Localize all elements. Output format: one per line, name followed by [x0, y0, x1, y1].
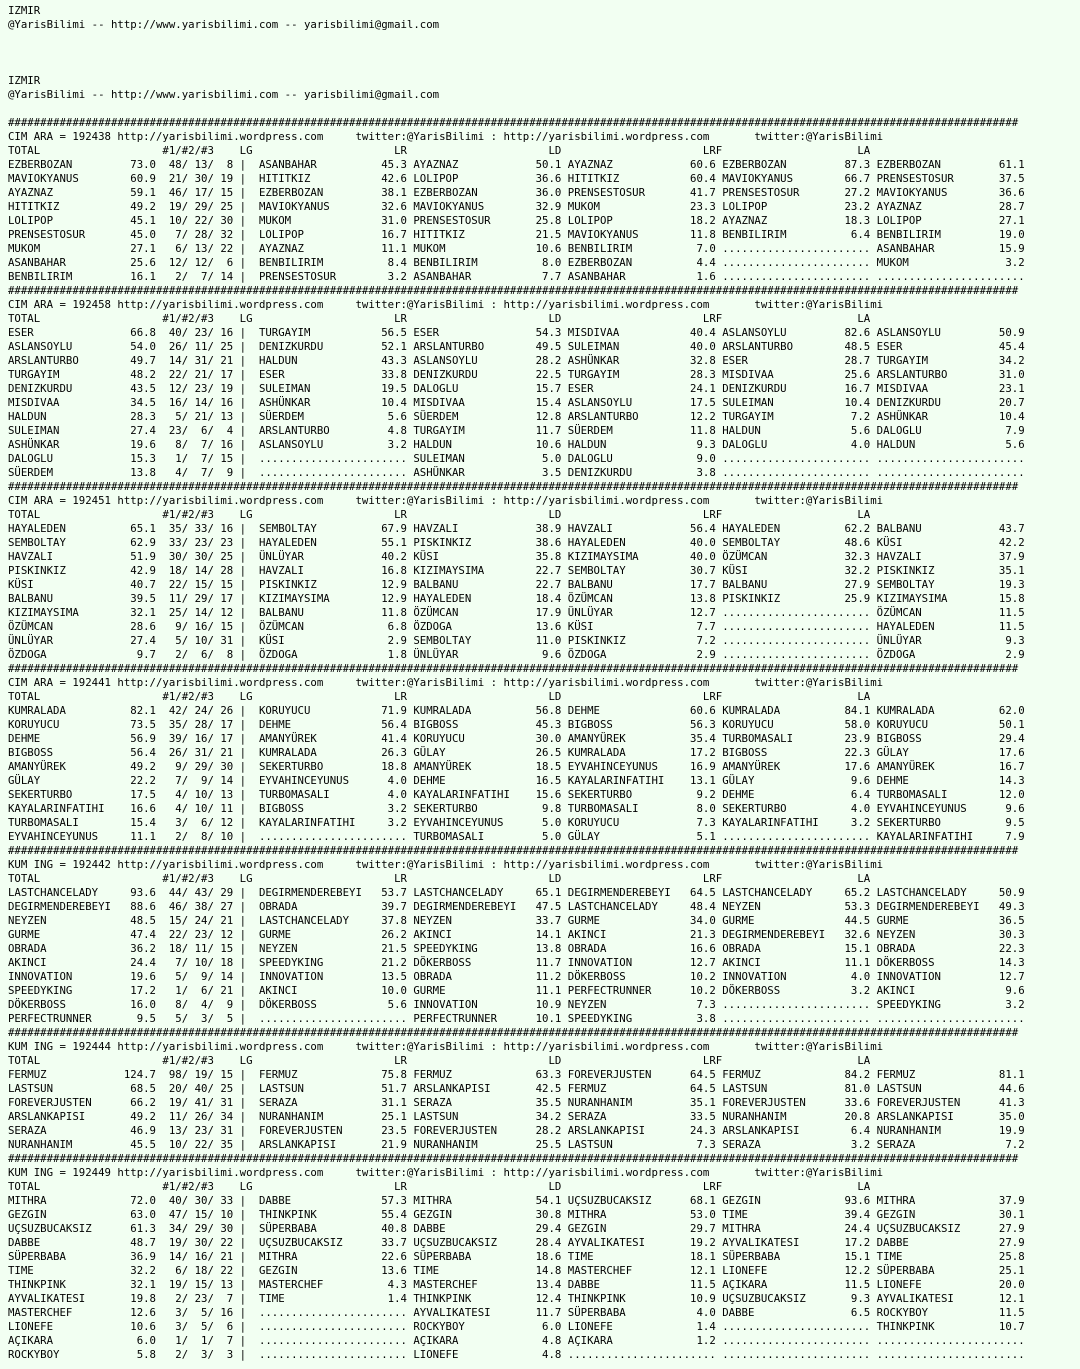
text-line: TOTAL #1/#2/#3 LG LR LD LRF LA: [8, 872, 871, 885]
text-line: KUM ING = 192444 http://yarisbilimi.wordpress.com twitter:@YarisBilimi : http://yarisbilimi.wordpress.com twitter:@YarisBilimi: [8, 1040, 884, 1053]
text-line: LIONEFE 10.6 3/ 5/ 6 | ....................... ROCKYBOY 6.0 LIONEFE 1.4 ....................... THINKPINK 10.7: [8, 1320, 1025, 1333]
text-line: LASTSUN 68.5 20/ 40/ 25 | LASTSUN 51.7 ARSLANKAPISI 42.5 FERMUZ 64.5 LASTSUN 81.0 LASTSUN 44.6: [8, 1082, 1025, 1095]
text-line: #############################################################################################################################################################: [8, 284, 1019, 297]
text-line: KUM ING = 192449 http://yarisbilimi.wordpress.com twitter:@YarisBilimi : http://yarisbilimi.wordpress.com twitter:@YarisBilimi: [8, 1166, 884, 1179]
text-line: CIM ARA = 192441 http://yarisbilimi.wordpress.com twitter:@YarisBilimi : http://yarisbilimi.wordpress.com twitter:@YarisBilimi: [8, 676, 884, 689]
text-line: ÖZDOGA 9.7 2/ 6/ 8 | ÖZDOGA 1.8 ÜNLÜYAR 9.6 ÖZDOGA 2.9 ....................... ÖZDOGA 2.9: [8, 648, 1025, 661]
text-line: ARSLANTURBO 49.7 14/ 31/ 21 | HALDUN 43.3 ASLANSOYLU 28.2 ASHÜNKAR 32.8 ESER 28.7 TURGAYIM 34.2: [8, 354, 1025, 367]
text-line: KUMRALADA 82.1 42/ 24/ 26 | KORUYUCU 71.9 KUMRALADA 56.8 DEHME 60.6 KUMRALADA 84.1 KUMRALADA 62.0: [8, 704, 1025, 717]
text-line: MASTERCHEF 12.6 3/ 5/ 16 | ....................... AYVALIKATESI 11.7 SÜPERBABA 4.0 DABBE 6.5 ROCKYBOY 11.5: [8, 1306, 1025, 1319]
text-line: SERAZA 46.9 13/ 23/ 31 | FOREVERJUSTEN 23.5 FOREVERJUSTEN 28.2 ARSLANKAPISI 24.3 ARSLANKAPISI 6.4 NURANHANIM 19.9: [8, 1124, 1025, 1137]
text-line: DABBE 48.7 19/ 30/ 22 | UÇSUZBUCAKSIZ 33.7 UÇSUZBUCAKSIZ 28.4 AYVALIKATESI 19.2 AYVALIKATESI 17.2 DABBE 27.9: [8, 1236, 1025, 1249]
text-line: #############################################################################################################################################################: [8, 1152, 1019, 1165]
text-line: KUM ING = 192442 http://yarisbilimi.wordpress.com twitter:@YarisBilimi : http://yarisbilimi.wordpress.com twitter:@YarisBilimi: [8, 858, 884, 871]
text-line: EZBERBOZAN 73.0 48/ 13/ 8 | ASANBAHAR 45.3 AYAZNAZ 50.1 AYAZNAZ 60.6 EZBERBOZAN 87.3 EZBERBOZAN 61.1: [8, 158, 1025, 171]
text-line: ROCKYBOY 5.8 2/ 3/ 3 | ....................... LIONEFE 4.8 ....................... ....................... .......................: [8, 1348, 1025, 1361]
text-line: MITHRA 72.0 40/ 30/ 33 | DABBE 57.3 MITHRA 54.1 UÇSUZBUCAKSIZ 68.1 GEZGIN 93.6 MITHRA 37.9: [8, 1194, 1025, 1207]
text-line: AYVALIKATESI 19.8 2/ 23/ 7 | TIME 1.4 THINKPINK 12.4 THINKPINK 10.9 UÇSUZBUCAKSIZ 9.3 AYVALIKATESI 12.1: [8, 1292, 1025, 1305]
text-line: NURANHANIM 45.5 10/ 22/ 35 | ARSLANKAPISI 21.9 NURANHANIM 25.5 LASTSUN 7.3 SERAZA 3.2 SERAZA 7.2: [8, 1138, 1025, 1151]
text-line: CIM ARA = 192451 http://yarisbilimi.wordpress.com twitter:@YarisBilimi : http://yarisbilimi.wordpress.com twitter:@YarisBilimi: [8, 494, 884, 507]
text-line: SÜERDEM 13.8 4/ 7/ 9 | ....................... ASHÜNKAR 3.5 DENIZKURDU 3.8 ....................... .......................: [8, 466, 1025, 479]
text-line: DEGIRMENDEREBEYI 88.6 46/ 38/ 27 | OBRADA 39.7 DEGIRMENDEREBEYI 47.5 LASTCHANCELADY 48.4 NEYZEN 53.3 DEGIRMENDEREBEYI 49.3: [8, 900, 1025, 913]
text-line: MISDIVAA 34.5 16/ 14/ 16 | ASHÜNKAR 10.4 MISDIVAA 15.4 ASLANSOYLU 17.5 SULEIMAN 10.4 DENIZKURDU 20.7: [8, 396, 1025, 409]
text-line: PERFECTRUNNER 9.5 5/ 3/ 5 | ....................... PERFECTRUNNER 10.1 SPEEDYKING 3.8 ....................... .......................: [8, 1012, 1025, 1025]
text-line: NEYZEN 48.5 15/ 24/ 21 | LASTCHANCELADY 37.8 NEYZEN 33.7 GURME 34.0 GURME 44.5 GURME 36.5: [8, 914, 1025, 927]
text-line: ESER 66.8 40/ 23/ 16 | TURGAYIM 56.5 ESER 54.3 MISDIVAA 40.4 ASLANSOYLU 82.6 ASLANSOYLU 50.9: [8, 326, 1025, 339]
text-line: INNOVATION 19.6 5/ 9/ 14 | INNOVATION 13.5 OBRADA 11.2 DÖKERBOSS 10.2 INNOVATION 4.0 INNOVATION 12.7: [8, 970, 1025, 983]
text-line: ÜNLÜYAR 27.4 5/ 10/ 31 | KÜSI 2.9 SEMBOLTAY 11.0 PISKINKIZ 7.2 ....................... ÜNLÜYAR 9.3: [8, 634, 1025, 647]
text-line: ASHÜNKAR 19.6 8/ 7/ 16 | ASLANSOYLU 3.2 HALDUN 10.6 HALDUN 9.3 DALOGLU 4.0 HALDUN 5.6: [8, 438, 1025, 451]
text-line: MUKOM 27.1 6/ 13/ 22 | AYAZNAZ 11.1 MUKOM 10.6 BENBILIRIM 7.0 ....................... ASANBAHAR 15.9: [8, 242, 1025, 255]
text-line: GÜLAY 22.2 7/ 9/ 14 | EYVAHINCEYUNUS 4.0 DEHME 16.5 KAYALARINFATIHI 13.1 GÜLAY 9.6 DEHME 14.3: [8, 774, 1025, 787]
text-line: AYAZNAZ 59.1 46/ 17/ 15 | EZBERBOZAN 38.1 EZBERBOZAN 36.0 PRENSESTOSUR 41.7 PRENSESTOSUR 27.2 MAVIOKYANUS 36.6: [8, 186, 1025, 199]
text-line: DENIZKURDU 43.5 12/ 23/ 19 | SULEIMAN 19.5 DALOGLU 15.7 ESER 24.1 DENIZKURDU 16.7 MISDIVAA 23.1: [8, 382, 1025, 395]
text-line: LASTCHANCELADY 93.6 44/ 43/ 29 | DEGIRMENDEREBEYI 53.7 LASTCHANCELADY 65.1 DEGIRMENDEREBEYI 64.5 LASTCHANCELADY 65.2 LASTCHANCELADY 50.9: [8, 886, 1025, 899]
text-line: TOTAL #1/#2/#3 LG LR LD LRF LA: [8, 144, 871, 157]
text-line: AMANYÜREK 49.2 9/ 29/ 30 | SEKERTURBO 18.8 AMANYÜREK 18.5 EYVAHINCEYUNUS 16.9 AMANYÜREK 17.6 AMANYÜREK 16.7: [8, 760, 1025, 773]
text-line: @YarisBilimi -- http://www.yarisbilimi.com -- yarisbilimi@gmail.com: [8, 18, 440, 31]
text-line: #############################################################################################################################################################: [8, 480, 1019, 493]
text-line: ARSLANKAPISI 49.2 11/ 26/ 34 | NURANHANIM 25.1 LASTSUN 34.2 SERAZA 33.5 NURANHANIM 20.8 ARSLANKAPISI 35.0: [8, 1110, 1025, 1123]
text-line: TURBOMASALI 15.4 3/ 6/ 12 | KAYALARINFATIHI 3.2 EYVAHINCEYUNUS 5.0 KORUYUCU 7.3 KAYALARINFATIHI 3.2 SEKERTURBO 9.5: [8, 816, 1025, 829]
text-line: HAYALEDEN 65.1 35/ 33/ 16 | SEMBOLTAY 67.9 HAVZALI 38.9 HAVZALI 56.4 HAYALEDEN 62.2 BALBANU 43.7: [8, 522, 1025, 535]
text-line: @YarisBilimi -- http://www.yarisbilimi.com -- yarisbilimi@gmail.com: [8, 88, 440, 101]
text-line: ASANBAHAR 25.6 12/ 12/ 6 | BENBILIRIM 8.4 BENBILIRIM 8.0 EZBERBOZAN 4.4 ....................... MUKOM 3.2: [8, 256, 1025, 269]
text-line: [8, 60, 1080, 74]
text-line: TOTAL #1/#2/#3 LG LR LD LRF LA: [8, 690, 871, 703]
text-line: DÖKERBOSS 16.0 8/ 4/ 9 | DÖKERBOSS 5.6 INNOVATION 10.9 NEYZEN 7.3 ....................... SPEEDYKING 3.2: [8, 998, 1025, 1011]
text-line: PRENSESTOSUR 45.0 7/ 28/ 32 | LOLIPOP 16.7 HITITKIZ 21.5 MAVIOKYANUS 11.8 BENBILIRIM 6.4 BENBILIRIM 19.0: [8, 228, 1025, 241]
text-line: KORUYUCU 73.5 35/ 28/ 17 | DEHME 56.4 BIGBOSS 45.3 BIGBOSS 56.3 KORUYUCU 58.0 KORUYUCU 50.1: [8, 718, 1025, 731]
text-line: CIM ARA = 192438 http://yarisbilimi.wordpress.com twitter:@YarisBilimi : http://yarisbilimi.wordpress.com twitter:@YarisBilimi: [8, 130, 884, 143]
text-line: #############################################################################################################################################################: [8, 844, 1019, 857]
text-line: ASLANSOYLU 54.0 26/ 11/ 25 | DENIZKURDU 52.1 ARSLANTURBO 49.5 SULEIMAN 40.0 ARSLANTURBO 48.5 ESER 45.4: [8, 340, 1025, 353]
text-line: TURGAYIM 48.2 22/ 21/ 17 | ESER 33.8 DENIZKURDU 22.5 TURGAYIM 28.3 MISDIVAA 25.6 ARSLANTURBO 31.0: [8, 368, 1025, 381]
text-line: SEKERTURBO 17.5 4/ 10/ 13 | TURBOMASALI 4.0 KAYALARINFATIHI 15.6 SEKERTURBO 9.2 DEHME 6.4 TURBOMASALI 12.0: [8, 788, 1025, 801]
text-line: TOTAL #1/#2/#3 LG LR LD LRF LA: [8, 312, 871, 325]
text-line: #############################################################################################################################################################: [8, 662, 1019, 675]
text-line: [8, 32, 1080, 46]
text-line: TOTAL #1/#2/#3 LG LR LD LRF LA: [8, 508, 871, 521]
text-line: GURME 47.4 22/ 23/ 12 | GURME 26.2 AKINCI 14.1 AKINCI 21.3 DEGIRMENDEREBEYI 32.6 NEYZEN 30.3: [8, 928, 1025, 941]
text-line: PISKINKIZ 42.9 18/ 14/ 28 | HAVZALI 16.8 KIZIMAYSIMA 22.7 SEMBOLTAY 30.7 KÜSI 32.2 PISKINKIZ 35.1: [8, 564, 1025, 577]
text-line: MAVIOKYANUS 60.9 21/ 30/ 19 | HITITKIZ 42.6 LOLIPOP 36.6 HITITKIZ 60.4 MAVIOKYANUS 66.7 PRENSESTOSUR 37.5: [8, 172, 1025, 185]
text-line: TOTAL #1/#2/#3 LG LR LD LRF LA: [8, 1054, 871, 1067]
text-line: GEZGIN 63.0 47/ 15/ 10 | THINKPINK 55.4 GEZGIN 30.8 MITHRA 53.0 TIME 39.4 GEZGIN 30.1: [8, 1208, 1025, 1221]
text-line: IZMIR: [8, 74, 41, 87]
text-line: DEHME 56.9 39/ 16/ 17 | AMANYÜREK 41.4 KORUYUCU 30.0 AMANYÜREK 35.4 TURBOMASALI 23.9 BIGBOSS 29.4: [8, 732, 1025, 745]
text-line: HAVZALI 51.9 30/ 30/ 25 | ÜNLÜYAR 40.2 KÜSI 35.8 KIZIMAYSIMA 40.0 ÖZÜMCAN 32.3 HAVZALI 37.9: [8, 550, 1025, 563]
text-line: BENBILIRIM 16.1 2/ 7/ 14 | PRENSESTOSUR 3.2 ASANBAHAR 7.7 ASANBAHAR 1.6 ....................... .......................: [8, 270, 1025, 283]
text-line: KÜSI 40.7 22/ 15/ 15 | PISKINKIZ 12.9 BALBANU 22.7 BALBANU 17.7 BALBANU 27.9 SEMBOLTAY 19.3: [8, 578, 1025, 591]
text-line: UÇSUZBUCAKSIZ 61.3 34/ 29/ 30 | SÜPERBABA 40.8 DABBE 29.4 GEZGIN 29.7 MITHRA 24.4 UÇSUZBUCAKSIZ 27.9: [8, 1222, 1025, 1235]
text-line: OBRADA 36.2 18/ 11/ 15 | NEYZEN 21.5 SPEEDYKING 13.8 OBRADA 16.6 OBRADA 15.1 OBRADA 22.3: [8, 942, 1025, 955]
text-line: AÇIKARA 6.0 1/ 1/ 7 | ....................... AÇIKARA 4.8 AÇIKARA 1.2 ....................... .......................: [8, 1334, 1025, 1347]
text-line: HALDUN 28.3 5/ 21/ 13 | SÜERDEM 5.6 SÜERDEM 12.8 ARSLANTURBO 12.2 TURGAYIM 7.2 ASHÜNKAR 10.4: [8, 410, 1025, 423]
text-line: BALBANU 39.5 11/ 29/ 17 | KIZIMAYSIMA 12.9 HAYALEDEN 18.4 ÖZÜMCAN 13.8 PISKINKIZ 25.9 KIZIMAYSIMA 15.8: [8, 592, 1025, 605]
text-line: IZMIR: [8, 4, 41, 17]
text-line: SULEIMAN 27.4 23/ 6/ 4 | ARSLANTURBO 4.8 TURGAYIM 11.7 SÜERDEM 11.8 HALDUN 5.6 DALOGLU 7.9: [8, 424, 1025, 437]
text-line: [8, 46, 1080, 60]
text-line: LOLIPOP 45.1 10/ 22/ 30 | MUKOM 31.0 PRENSESTOSUR 25.8 LOLIPOP 18.2 AYAZNAZ 18.3 LOLIPOP 27.1: [8, 214, 1025, 227]
text-line: SPEEDYKING 17.2 1/ 6/ 21 | AKINCI 10.0 GURME 11.1 PERFECTRUNNER 10.2 DÖKERBOSS 3.2 AKINCI 9.6: [8, 984, 1025, 997]
text-line: #############################################################################################################################################################: [8, 1026, 1019, 1039]
text-line: TIME 32.2 6/ 18/ 22 | GEZGIN 13.6 TIME 14.8 MASTERCHEF 12.1 LIONEFE 12.2 SÜPERBABA 25.1: [8, 1264, 1025, 1277]
text-line: AKINCI 24.4 7/ 10/ 18 | SPEEDYKING 21.2 DÖKERBOSS 11.7 INNOVATION 12.7 AKINCI 11.1 DÖKERBOSS 14.3: [8, 956, 1025, 969]
text-line: [8, 102, 1080, 116]
text-line: TOTAL #1/#2/#3 LG LR LD LRF LA: [8, 1180, 871, 1193]
text-line: FERMUZ 124.7 98/ 19/ 15 | FERMUZ 75.8 FERMUZ 63.3 FOREVERJUSTEN 64.5 FERMUZ 84.2 FERMUZ 81.1: [8, 1068, 1025, 1081]
text-line: KIZIMAYSIMA 32.1 25/ 14/ 12 | BALBANU 11.8 ÖZÜMCAN 17.9 ÜNLÜYAR 12.7 ....................... ÖZÜMCAN 11.5: [8, 606, 1025, 619]
text-line: HITITKIZ 49.2 19/ 29/ 25 | MAVIOKYANUS 32.6 MAVIOKYANUS 32.9 MUKOM 23.3 LOLIPOP 23.2 AYAZNAZ 28.7: [8, 200, 1025, 213]
text-line: BIGBOSS 56.4 26/ 31/ 21 | KUMRALADA 26.3 GÜLAY 26.5 KUMRALADA 17.2 BIGBOSS 22.3 GÜLAY 17.6: [8, 746, 1025, 759]
text-line: CIM ARA = 192458 http://yarisbilimi.wordpress.com twitter:@YarisBilimi : http://yarisbilimi.wordpress.com twitter:@YarisBilimi: [8, 298, 884, 311]
text-line: THINKPINK 32.1 19/ 15/ 13 | MASTERCHEF 4.3 MASTERCHEF 13.4 DABBE 11.5 AÇIKARA 11.5 LIONEFE 20.0: [8, 1278, 1025, 1291]
text-line: FOREVERJUSTEN 66.2 19/ 41/ 31 | SERAZA 31.1 SERAZA 35.5 NURANHANIM 35.1 FOREVERJUSTEN 33.6 FOREVERJUSTEN 41.3: [8, 1096, 1025, 1109]
text-line: DALOGLU 15.3 1/ 7/ 15 | ....................... SULEIMAN 5.0 DALOGLU 9.0 ....................... .......................: [8, 452, 1025, 465]
text-line: SÜPERBABA 36.9 14/ 16/ 21 | MITHRA 22.6 SÜPERBABA 18.6 TIME 18.1 SÜPERBABA 15.1 TIME 25.8: [8, 1250, 1025, 1263]
text-line: #############################################################################################################################################################: [8, 116, 1019, 129]
text-line: ÖZÜMCAN 28.6 9/ 16/ 15 | ÖZÜMCAN 6.8 ÖZDOGA 13.6 KÜSI 7.7 ....................... HAYALEDEN 11.5: [8, 620, 1025, 633]
text-line: SEMBOLTAY 62.9 33/ 23/ 23 | HAYALEDEN 55.1 PISKINKIZ 38.6 HAYALEDEN 40.0 SEMBOLTAY 48.6 KÜSI 42.2: [8, 536, 1025, 549]
text-line: KAYALARINFATIHI 16.6 4/ 10/ 11 | BIGBOSS 3.2 SEKERTURBO 9.8 TURBOMASALI 8.0 SEKERTURBO 4.0 EYVAHINCEYUNUS 9.6: [8, 802, 1025, 815]
text-line: EYVAHINCEYUNUS 11.1 2/ 8/ 10 | ....................... TURBOMASALI 5.0 GÜLAY 5.1 ....................... KAYALARINFATIHI 7.9: [8, 830, 1025, 843]
